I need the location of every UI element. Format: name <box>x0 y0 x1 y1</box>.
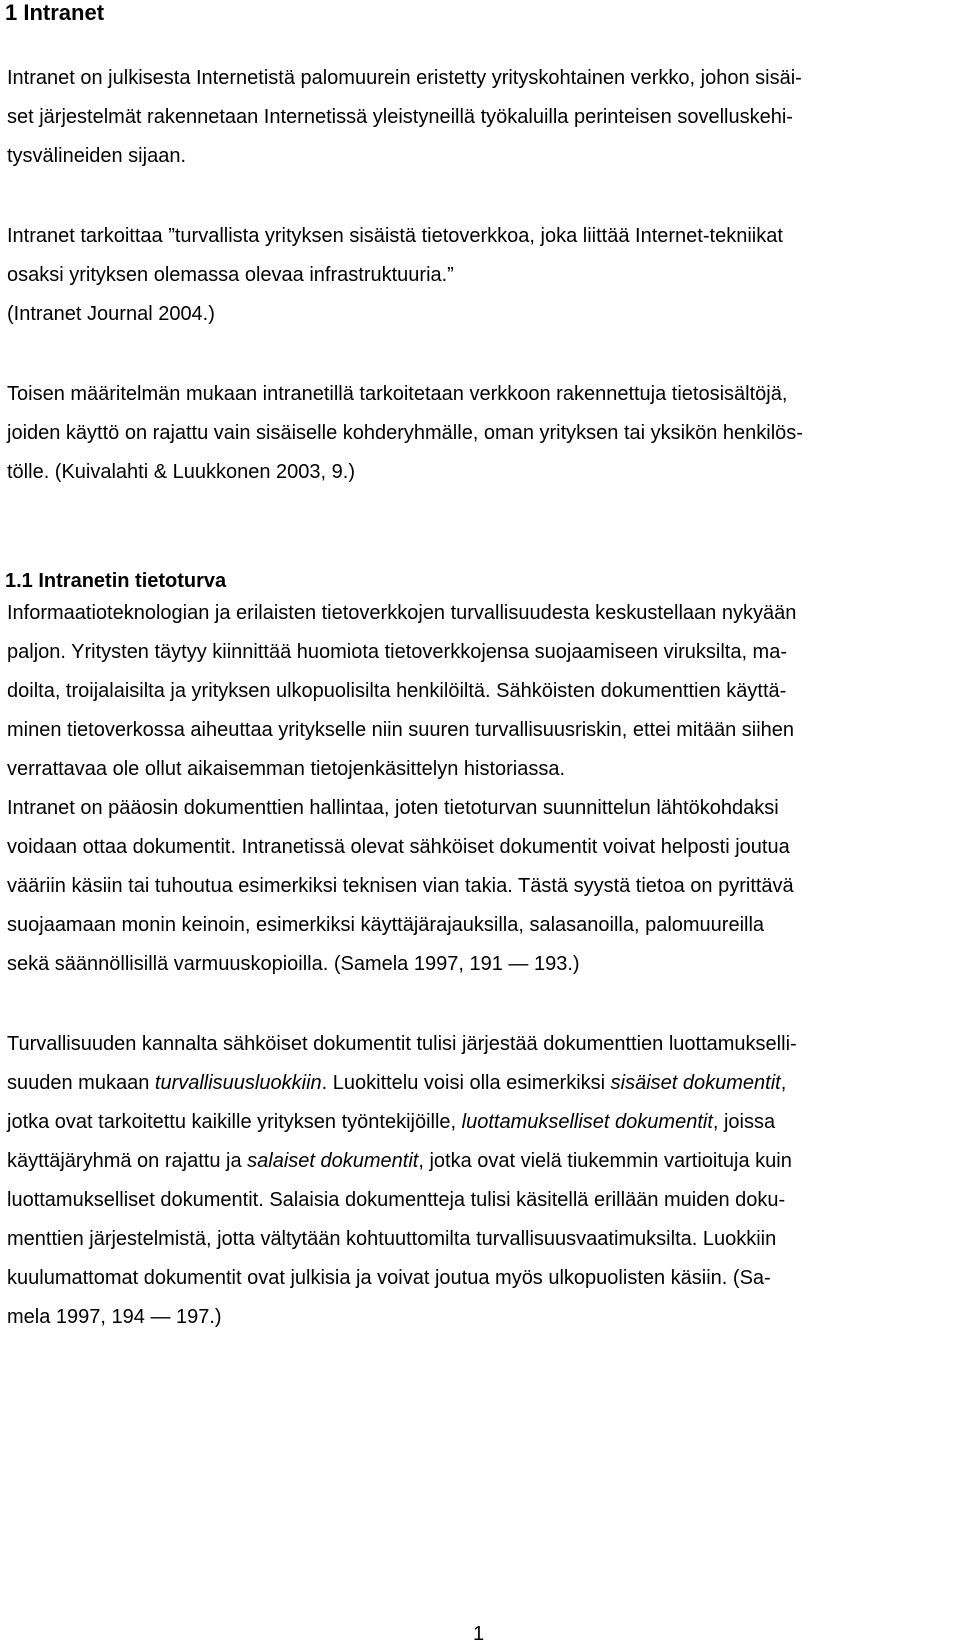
text-line <box>7 1109 775 1135</box>
text-line: luottamukselliset dokumentit. Salaisia dokumentteja tulisi käsitellä erillään muiden doku- <box>7 1189 786 1211</box>
emphasis-term: luottamukselliset dokumentit <box>461 1111 713 1133</box>
section-heading: 1 Intranet <box>5 0 105 25</box>
text-line: Toisen määritelmän mukaan intranetillä tarkoitetaan verkkoon rakennettuja tietosisältöjä, <box>7 383 788 405</box>
text-line: Intranet on pääosin dokumenttien hallintaa, joten tietoturvan suunnittelun lähtökohdaksi <box>7 797 779 819</box>
text-line <box>7 1148 792 1174</box>
text-line: osaksi yrityksen olemassa olevaa infrastruktuuria.” <box>7 264 454 286</box>
text-line: mela 1997, 194 — 197.) <box>7 1306 222 1328</box>
text-line: Intranet on julkisesta Internetistä palomuurein eristetty yrityskohtainen verkko, johon sisäi- <box>7 67 802 89</box>
text-line: tölle. (Kuivalahti & Luukkonen 2003, 9.) <box>7 461 355 483</box>
text-line: suojaamaan monin keinoin, esimerkiksi käyttäjärajauksilla, salasanoilla, palomuureilla <box>7 914 765 936</box>
text-line: sekä säännöllisillä varmuuskopioilla. (Samela 1997, 191 — 193.) <box>7 953 580 975</box>
text-line: joiden käyttö on rajattu vain sisäiselle kohderyhmälle, oman yrityksen tai yksikön henkilös- <box>7 422 803 444</box>
emphasis-term: sisäiset dokumentit <box>610 1072 781 1094</box>
text-line: tysvälineiden sijaan. <box>7 145 186 167</box>
text-run: , joissa <box>712 1111 776 1133</box>
page-number: 1 <box>473 1623 485 1645</box>
emphasis-term: turvallisuusluokkiin <box>154 1072 322 1094</box>
text-line <box>7 1070 786 1096</box>
text-line: Turvallisuuden kannalta sähköiset dokumentit tulisi järjestää dokumenttien luottamukselli- <box>7 1033 797 1055</box>
text-line: set järjestelmät rakennetaan Internetissä yleistyneillä työkaluilla perinteisen sovelluskehi- <box>7 106 793 128</box>
text-line: menttien järjestelmistä, jotta vältytään kohtuuttomilta turvallisuusvaatimuksilta. Luokkiin <box>7 1228 777 1250</box>
subsection-heading: 1.1 Intranetin tietoturva <box>5 570 227 592</box>
text-run: , <box>780 1072 787 1094</box>
text-run: käyttäjäryhmä on rajattu ja <box>7 1150 248 1172</box>
text-line: verrattavaa ole ollut aikaisemman tietojenkäsittelyn historiassa. <box>7 758 566 780</box>
text-line: doilta, troijalaisilta ja yrityksen ulkopuolisilta henkilöiltä. Sähköisten dokumenttien käyttä- <box>7 680 787 702</box>
text-line: paljon. Yritysten täytyy kiinnittää huomiota tietoverkkojensa suojaamiseen viruksilta, ma- <box>7 641 787 663</box>
text-line: minen tietoverkossa aiheuttaa yritykselle niin suuren turvallisuusriskin, ettei mitään siihen <box>7 719 795 741</box>
text-line: (Intranet Journal 2004.) <box>7 303 215 325</box>
text-line: kuulumattomat dokumentit ovat julkisia ja voivat joutua myös ulkopuolisten käsiin. (Sa- <box>7 1267 771 1289</box>
text-line: voidaan ottaa dokumentit. Intranetissä olevat sähköiset dokumentit voivat helposti joutua <box>7 836 790 858</box>
text-line: vääriin käsiin tai tuhoutua esimerkiksi teknisen vian takia. Tästä syystä tietoa on pyrittävä <box>7 875 794 897</box>
text-run: . Luokittelu voisi olla esimerkiksi <box>321 1072 611 1094</box>
text-line: Intranet tarkoittaa ”turvallista yrityksen sisäistä tietoverkkoa, joka liittää Internet-tekniikat <box>7 225 783 247</box>
text-line: Informaatioteknologian ja erilaisten tietoverkkojen turvallisuudesta keskustellaan nykyään <box>7 602 797 624</box>
text-run: jotka ovat tarkoitettu kaikille yrityksen työntekijöille, <box>7 1111 462 1133</box>
text-run: suuden mukaan <box>7 1072 155 1094</box>
text-run: , jotka ovat vielä tiukemmin vartioituja kuin <box>418 1150 792 1172</box>
emphasis-term: salaiset dokumentit <box>247 1150 419 1172</box>
